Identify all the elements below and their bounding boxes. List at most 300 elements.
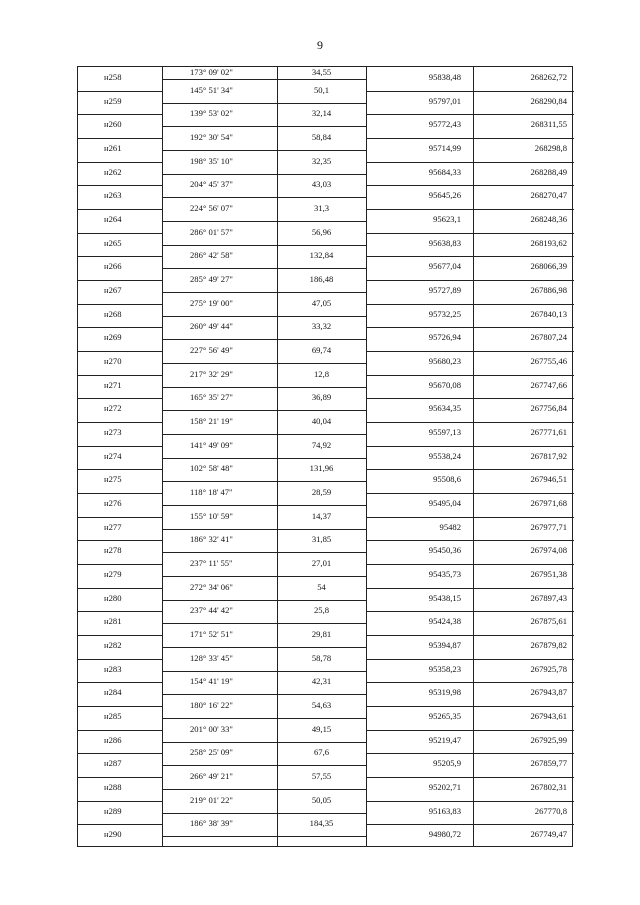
y-coordinate: 267879,82 (530, 640, 567, 650)
row-rule (78, 801, 162, 802)
direction-angle: 154° 41' 19" (190, 676, 233, 686)
row-rule (162, 339, 277, 340)
x-coordinate: 95508,6 (433, 474, 461, 484)
x-coordinate: 95645,26 (428, 190, 461, 200)
y-coordinate: 267886,98 (530, 285, 567, 295)
row-rule (162, 410, 277, 411)
row-rule (162, 245, 277, 246)
direction-angle: 227° 56' 49" (190, 345, 233, 355)
segment-length: 34,55 (311, 67, 332, 77)
x-coordinate: 95219,47 (428, 735, 461, 745)
row-rule (162, 671, 277, 672)
point-name: н263 (104, 190, 122, 200)
row-rule (277, 410, 366, 411)
row-rule (366, 114, 473, 115)
row-rule (78, 753, 162, 754)
row-rule (162, 694, 277, 695)
direction-angle: 201° 00' 33" (190, 724, 233, 734)
row-rule (78, 327, 162, 328)
row-rule (473, 588, 574, 589)
row-rule (78, 469, 162, 470)
row-rule (473, 682, 574, 683)
row-rule (162, 126, 277, 127)
row-rule (366, 327, 473, 328)
coordinates-table (77, 66, 573, 847)
row-rule (162, 103, 277, 104)
y-coordinate: 267756,84 (530, 403, 567, 413)
point-name: н267 (104, 285, 122, 295)
row-rule (162, 268, 277, 269)
point-name: н275 (104, 474, 122, 484)
y-coordinate: 267875,61 (530, 616, 567, 626)
y-coordinate: 268311,55 (530, 119, 567, 129)
row-rule (162, 813, 277, 814)
row-rule (277, 671, 366, 672)
direction-angle: 186° 32' 41" (190, 534, 233, 544)
x-coordinate: 95482 (439, 522, 461, 532)
x-coordinate: 95680,23 (428, 356, 461, 366)
row-rule (277, 339, 366, 340)
x-coordinate: 95450,36 (428, 545, 461, 555)
segment-length: 25,8 (313, 605, 330, 615)
point-name: н278 (104, 545, 122, 555)
row-rule (78, 304, 162, 305)
row-rule (277, 197, 366, 198)
segment-length: 42,31 (311, 676, 332, 686)
segment-length: 40,04 (311, 416, 332, 426)
point-name: н282 (104, 640, 122, 650)
segment-length: 27,01 (311, 558, 332, 568)
row-rule (78, 398, 162, 399)
x-coordinate: 95265,35 (428, 711, 461, 721)
point-name: н281 (104, 616, 122, 626)
x-coordinate: 95435,73 (428, 569, 461, 579)
row-rule (277, 292, 366, 293)
row-rule (366, 469, 473, 470)
row-rule (277, 718, 366, 719)
segment-length: 31,85 (311, 534, 332, 544)
y-coordinate: 268270,47 (530, 190, 567, 200)
row-rule (366, 540, 473, 541)
row-rule (473, 446, 574, 447)
row-rule (473, 801, 574, 802)
row-rule (366, 682, 473, 683)
row-rule (78, 233, 162, 234)
direction-angle: 286° 01' 57" (190, 227, 233, 237)
point-name: н289 (104, 806, 122, 816)
row-rule (366, 446, 473, 447)
row-rule (78, 209, 162, 210)
y-coordinate: 267749,47 (530, 829, 567, 839)
row-rule (366, 375, 473, 376)
row-rule (473, 209, 574, 210)
segment-length: 58,84 (311, 132, 332, 142)
row-rule (277, 221, 366, 222)
row-rule (162, 197, 277, 198)
row-rule (277, 813, 366, 814)
segment-length: 54 (317, 582, 326, 592)
direction-angle: 145° 51' 34" (190, 85, 233, 95)
direction-angle: 285° 49' 27" (190, 274, 233, 284)
segment-length: 12,8 (313, 369, 330, 379)
segment-length: 57,55 (311, 771, 332, 781)
row-rule (78, 588, 162, 589)
row-rule (473, 256, 574, 257)
point-name: н260 (104, 119, 122, 129)
y-coordinate: 267951,38 (530, 569, 567, 579)
row-rule (162, 765, 277, 766)
segment-length: 131,96 (309, 463, 334, 473)
x-coordinate: 95797,01 (428, 96, 461, 106)
direction-angle: 118° 18' 47" (190, 487, 233, 497)
x-coordinate: 95638,83 (428, 238, 461, 248)
y-coordinate: 267807,24 (530, 332, 567, 342)
direction-angle: 173° 09' 02" (190, 67, 233, 77)
point-name: н284 (104, 687, 122, 697)
row-rule (473, 398, 574, 399)
point-name: н287 (104, 758, 122, 768)
point-name: н279 (104, 569, 122, 579)
row-rule (473, 777, 574, 778)
y-coordinate: 267802,31 (530, 782, 567, 792)
row-rule (277, 694, 366, 695)
row-rule (277, 552, 366, 553)
row-rule (366, 659, 473, 660)
segment-length: 33,32 (311, 321, 332, 331)
direction-angle: 217° 32' 29" (190, 369, 233, 379)
x-coordinate: 95495,04 (428, 498, 461, 508)
row-rule (473, 422, 574, 423)
row-rule (473, 659, 574, 660)
row-rule (277, 245, 366, 246)
y-coordinate: 267925,78 (530, 664, 567, 674)
segment-length: 184,35 (309, 818, 334, 828)
x-coordinate: 95424,38 (428, 616, 461, 626)
y-coordinate: 267770,8 (534, 806, 567, 816)
row-rule (366, 706, 473, 707)
point-name: н258 (104, 72, 122, 82)
segment-length: 56,96 (311, 227, 332, 237)
row-rule (78, 493, 162, 494)
row-rule (162, 316, 277, 317)
direction-angle: 165° 35' 27" (190, 392, 233, 402)
x-coordinate: 95670,08 (428, 380, 461, 390)
row-rule (78, 422, 162, 423)
x-coordinate: 95205,9 (433, 758, 461, 768)
row-rule (473, 185, 574, 186)
x-coordinate: 95726,94 (428, 332, 461, 342)
row-rule (78, 824, 162, 825)
direction-angle: 155° 10' 59" (190, 511, 233, 521)
direction-angle: 237° 11' 55" (190, 558, 233, 568)
x-coordinate: 94980,72 (428, 829, 461, 839)
point-name: н290 (104, 829, 122, 839)
point-name: н268 (104, 309, 122, 319)
row-rule (473, 469, 574, 470)
point-name: н285 (104, 711, 122, 721)
y-coordinate: 267943,87 (530, 687, 567, 697)
x-coordinate: 95684,33 (428, 167, 461, 177)
y-coordinate: 267755,46 (530, 356, 567, 366)
row-rule (366, 564, 473, 565)
segment-length: 67,6 (313, 747, 330, 757)
x-coordinate: 95438,15 (428, 593, 461, 603)
row-rule (162, 529, 277, 530)
point-name: н288 (104, 782, 122, 792)
point-name: н276 (104, 498, 122, 508)
row-rule (78, 611, 162, 612)
point-name: н264 (104, 214, 122, 224)
segment-length: 54,63 (311, 700, 332, 710)
direction-angle: 192° 30' 54" (190, 132, 233, 142)
segment-length: 32,35 (311, 156, 332, 166)
row-rule (78, 540, 162, 541)
point-name: н262 (104, 167, 122, 177)
row-rule (277, 316, 366, 317)
row-rule (473, 493, 574, 494)
row-rule (162, 576, 277, 577)
x-coordinate: 95319,98 (428, 687, 461, 697)
row-rule (162, 434, 277, 435)
direction-angle: 198° 35' 10" (190, 156, 233, 166)
y-coordinate: 268193,62 (530, 238, 567, 248)
direction-angle: 171° 52' 51" (190, 629, 233, 639)
row-rule (162, 623, 277, 624)
x-coordinate: 95623,1 (433, 214, 461, 224)
y-coordinate: 267943,61 (530, 711, 567, 721)
direction-angle: 141° 49' 09" (190, 440, 233, 450)
x-coordinate: 95394,87 (428, 640, 461, 650)
point-name: н286 (104, 735, 122, 745)
direction-angle: 237° 44' 42" (190, 605, 233, 615)
point-name: н259 (104, 96, 122, 106)
direction-angle: 224° 56' 07" (190, 203, 233, 213)
row-rule (473, 351, 574, 352)
row-rule (162, 79, 277, 80)
x-coordinate: 95772,43 (428, 119, 461, 129)
direction-angle: 139° 53' 02" (190, 108, 233, 118)
row-rule (277, 103, 366, 104)
segment-length: 50,1 (313, 85, 330, 95)
y-coordinate: 268290,84 (530, 96, 567, 106)
row-rule (473, 635, 574, 636)
row-rule (366, 398, 473, 399)
row-rule (162, 481, 277, 482)
row-rule (473, 304, 574, 305)
x-coordinate: 95677,04 (428, 261, 461, 271)
row-rule (277, 647, 366, 648)
row-rule (473, 706, 574, 707)
row-rule (78, 91, 162, 92)
direction-angle: 219° 01' 22" (190, 795, 233, 805)
row-rule (473, 824, 574, 825)
segment-length: 58,78 (311, 653, 332, 663)
point-name: н273 (104, 427, 122, 437)
row-rule (277, 268, 366, 269)
row-rule (366, 256, 473, 257)
y-coordinate: 268262,72 (530, 72, 567, 82)
row-rule (78, 114, 162, 115)
row-rule (162, 600, 277, 601)
row-rule (78, 730, 162, 731)
row-rule (473, 233, 574, 234)
row-rule (277, 600, 366, 601)
row-rule (277, 836, 366, 837)
x-coordinate: 95838,48 (428, 72, 461, 82)
row-rule (162, 363, 277, 364)
y-coordinate: 267771,61 (530, 427, 567, 437)
row-rule (366, 233, 473, 234)
row-rule (162, 742, 277, 743)
row-rule (162, 552, 277, 553)
row-rule (366, 422, 473, 423)
segment-length: 14,37 (311, 511, 332, 521)
direction-angle: 260° 49' 44" (190, 321, 233, 331)
row-rule (277, 529, 366, 530)
row-rule (473, 280, 574, 281)
x-coordinate: 95202,71 (428, 782, 461, 792)
row-rule (473, 517, 574, 518)
segment-length: 132,84 (309, 250, 334, 260)
point-name: н270 (104, 356, 122, 366)
point-name: н272 (104, 403, 122, 413)
row-rule (473, 327, 574, 328)
row-rule (366, 730, 473, 731)
direction-angle: 266° 49' 21" (190, 771, 233, 781)
row-rule (162, 387, 277, 388)
y-coordinate: 268298,8 (534, 143, 567, 153)
row-rule (78, 446, 162, 447)
x-coordinate: 95732,25 (428, 309, 461, 319)
row-rule (78, 706, 162, 707)
row-rule (277, 126, 366, 127)
row-rule (277, 765, 366, 766)
y-coordinate: 267946,51 (530, 474, 567, 484)
row-rule (78, 185, 162, 186)
point-name: н274 (104, 451, 122, 461)
row-rule (78, 777, 162, 778)
row-rule (78, 375, 162, 376)
x-coordinate: 95714,99 (428, 143, 461, 153)
segment-length: 186,48 (309, 274, 334, 284)
point-name: н280 (104, 593, 122, 603)
y-coordinate: 267897,43 (530, 593, 567, 603)
row-rule (473, 564, 574, 565)
row-rule (366, 801, 473, 802)
direction-angle: 158° 21' 19" (190, 416, 233, 426)
row-rule (473, 753, 574, 754)
row-rule (473, 540, 574, 541)
segment-length: 31,3 (313, 203, 330, 213)
row-rule (366, 304, 473, 305)
segment-length: 47,05 (311, 298, 332, 308)
point-name: н266 (104, 261, 122, 271)
row-rule (277, 363, 366, 364)
point-name: н261 (104, 143, 122, 153)
direction-angle: 275° 19' 00" (190, 298, 233, 308)
row-rule (366, 517, 473, 518)
point-name: н265 (104, 238, 122, 248)
point-name: н283 (104, 664, 122, 674)
x-coordinate: 95163,83 (428, 806, 461, 816)
row-rule (78, 564, 162, 565)
segment-length: 69,74 (311, 345, 332, 355)
row-rule (366, 611, 473, 612)
direction-angle: 102° 58' 48" (190, 463, 233, 473)
row-rule (78, 635, 162, 636)
row-rule (366, 753, 473, 754)
y-coordinate: 267925,99 (530, 735, 567, 745)
row-rule (366, 209, 473, 210)
row-rule (162, 221, 277, 222)
row-rule (366, 138, 473, 139)
row-rule (366, 351, 473, 352)
row-rule (162, 836, 277, 837)
page-number: 9 (317, 38, 323, 52)
row-rule (473, 730, 574, 731)
row-rule (162, 150, 277, 151)
row-rule (473, 611, 574, 612)
segment-length: 74,92 (311, 440, 332, 450)
segment-length: 50,05 (311, 795, 332, 805)
y-coordinate: 268248,36 (530, 214, 567, 224)
row-rule (366, 635, 473, 636)
segment-length: 49,15 (311, 724, 332, 734)
row-rule (162, 174, 277, 175)
row-rule (277, 742, 366, 743)
row-rule (277, 789, 366, 790)
row-rule (162, 292, 277, 293)
y-coordinate: 267859,77 (530, 758, 567, 768)
segment-length: 32,14 (311, 108, 332, 118)
row-rule (366, 777, 473, 778)
x-coordinate: 95538,24 (428, 451, 461, 461)
row-rule (277, 481, 366, 482)
row-rule (366, 493, 473, 494)
row-rule (277, 576, 366, 577)
row-rule (78, 351, 162, 352)
row-rule (162, 647, 277, 648)
segment-length: 29,81 (311, 629, 332, 639)
row-rule (277, 79, 366, 80)
row-rule (78, 138, 162, 139)
direction-angle: 272° 34' 06" (190, 582, 233, 592)
point-name: н277 (104, 522, 122, 532)
row-rule (277, 623, 366, 624)
row-rule (366, 185, 473, 186)
x-coordinate: 95727,89 (428, 285, 461, 295)
row-rule (277, 150, 366, 151)
direction-angle: 128° 33' 45" (190, 653, 233, 663)
segment-length: 36,89 (311, 392, 332, 402)
row-rule (162, 458, 277, 459)
row-rule (366, 280, 473, 281)
row-rule (277, 458, 366, 459)
y-coordinate: 267971,68 (530, 498, 567, 508)
y-coordinate: 268066,39 (530, 261, 567, 271)
y-coordinate: 267974,08 (530, 545, 567, 555)
row-rule (366, 162, 473, 163)
row-rule (277, 387, 366, 388)
y-coordinate: 267747,66 (530, 380, 567, 390)
row-rule (366, 91, 473, 92)
point-name: н269 (104, 332, 122, 342)
x-coordinate: 95358,23 (428, 664, 461, 674)
row-rule (277, 434, 366, 435)
row-rule (162, 505, 277, 506)
row-rule (78, 256, 162, 257)
row-rule (277, 505, 366, 506)
